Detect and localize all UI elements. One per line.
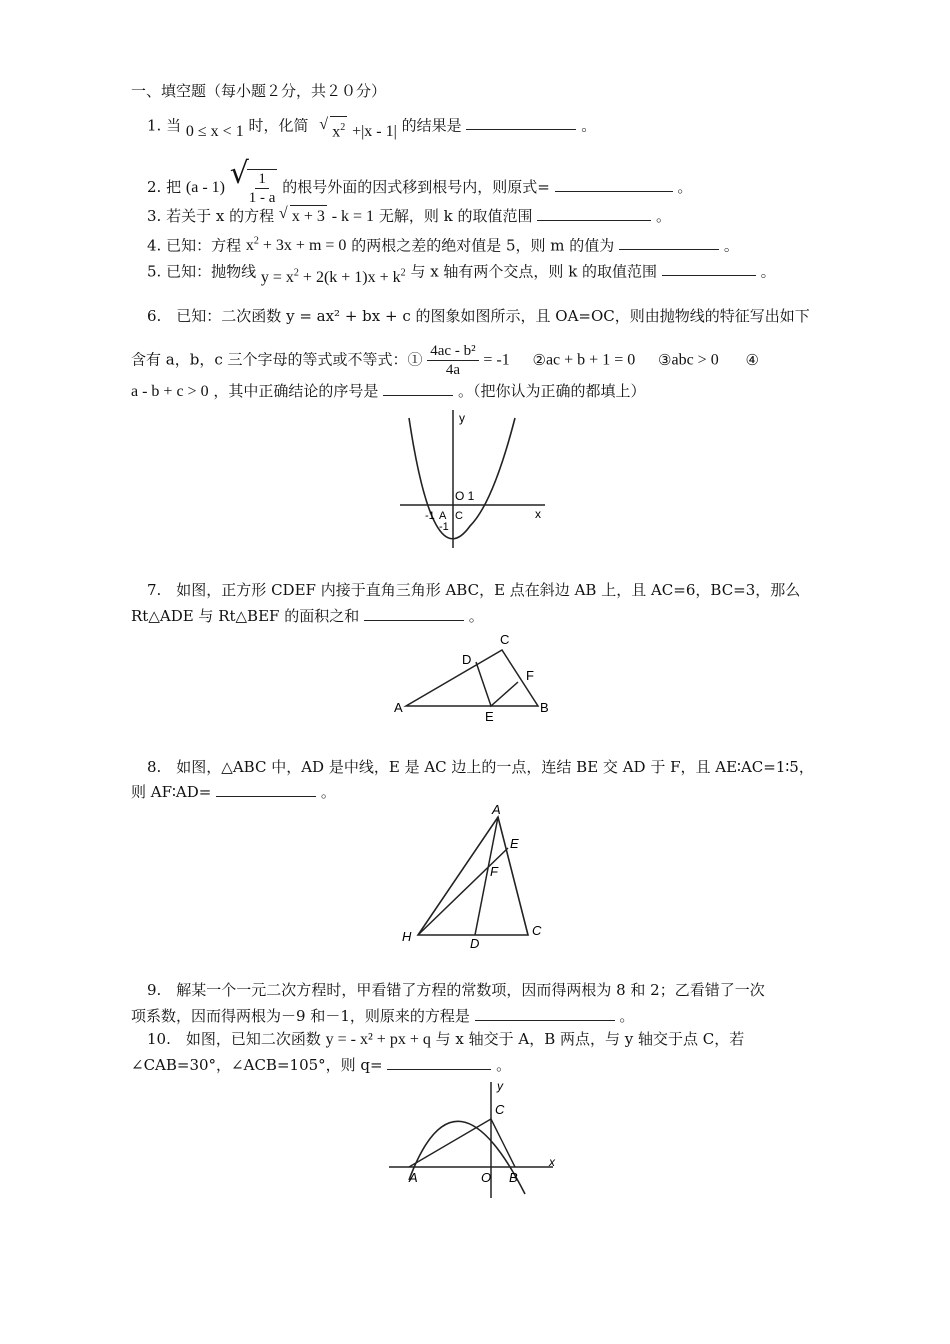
question-2 [147,156,693,207]
q1-end: 。 [581,116,597,135]
q8-answer-blank[interactable] [216,781,316,797]
q6-frac-tail: = -1 [483,351,510,369]
q6-item3-expr: abc > 0 [671,351,719,369]
q7-label-d: D [462,652,472,667]
q10-answer-blank[interactable] [387,1054,491,1070]
q2-num: 2. [147,178,162,196]
q1-mid: 时，化简 [248,116,309,135]
q6-label-o1: O 1 [455,489,475,503]
question-4 [147,231,739,257]
q7-triangle-figure [390,630,565,722]
q8-label-d: D [470,936,480,950]
q9-line2 [131,1005,634,1027]
q7-label-e: E [485,709,494,722]
q7-line1: 7. 如图，正方形 CDEF 内接于直角三角形 ABC，E 点在斜边 AB 上，且 AC=6，BC=3，那么 [147,581,801,599]
q9-line2-text: 项系数，因而得两根为－9 和－1，则原来的方程是 [131,1007,470,1025]
q7-square-edges [476,662,518,706]
q8-label-f: F [490,864,498,879]
q8-triangle-figure [398,800,558,950]
q8-end: 。 [320,783,336,801]
q1-sqrt: √ $x^2$ [319,116,347,143]
q2-end: 。 [677,178,693,196]
question-3 [147,205,671,228]
q8-label-e: E [510,836,519,851]
q2-factor: (a - 1) [185,179,225,196]
q2-pre: 把 [166,178,182,196]
q10-label-a: A [409,1170,418,1185]
q1-pre: 当 [166,116,182,135]
q3-tail: - k = 1 [331,208,375,225]
q7-answer-blank[interactable] [364,605,464,621]
q6-label-m1b: -1 [439,521,449,533]
q4-answer-blank[interactable] [619,234,719,250]
q2-sqrt: √ $\frac{1}{1 - a}$ [229,156,276,206]
q4-post: 的两根之差的绝对值是 5，则 m 的值为 [351,236,615,255]
section-title: 一、填空题（每小题２分，共２０分） [131,82,387,100]
q10-label-o: O [481,1170,492,1185]
q9-answer-blank[interactable] [475,1005,615,1021]
q7-label-f: F [526,668,534,683]
q10-segment-cb [491,1119,515,1167]
q7-line2 [131,605,484,627]
q5-eq: $y = x^2 + 2(k + 1)x + k^2$ [260,268,406,287]
q6-item4: ④ [745,350,759,369]
q7-triangle-abc [406,650,538,706]
q8-label-a: A [492,802,501,817]
q8-segment-be [418,848,508,935]
q8-triangle-abc [418,817,528,935]
q6-line3-end: 。（把你认为正确的都填上） [457,382,646,400]
q8-line1: 8. 如图，△ABC 中，AD 是中线，E 是 AC 边上的一点，连结 BE 交 AD 于 F，且 AE∶AC=1∶5， [147,758,814,776]
q2-answer-blank[interactable] [555,176,673,192]
q10-segment-ac [409,1119,491,1167]
q1-post: 的结果是 [401,116,462,135]
q3-end: 。 [656,207,672,225]
q6-line3 [131,380,645,403]
q10-parabola-figure [385,1076,565,1201]
q7-end: 。 [468,607,484,625]
q7-label-a: A [394,700,403,715]
q7-label-b: B [540,700,549,715]
q10-line1-post: 与 x 轴交于 A，B 两点，与 y 轴交于点 C，若 [435,1030,745,1048]
q8-line2-text: 则 AF∶AD= [131,783,212,801]
q9-end: 。 [619,1007,635,1025]
q3-sqrt: √ x + 3 [279,205,327,228]
q8-line2 [131,781,336,803]
question-1 [147,110,597,141]
q8-label-c: C [532,923,542,938]
q3-answer-blank[interactable] [537,205,651,221]
q10-label-c: C [495,1102,505,1117]
q1-answer-blank[interactable] [466,114,576,130]
q6-line3-post: ，其中正确结论的序号是 [213,382,379,400]
q5-post: 与 x 轴有两个交点，则 k 的取值范围 [410,262,658,281]
q10-label-x: x [549,1155,555,1169]
q6-item3: ③ [658,350,672,369]
q7-line2-text: Rt△ADE 与 Rt△BEF 的面积之和 [131,607,360,625]
q4-end: 。 [723,236,739,255]
q6-parabola-figure [395,408,555,553]
q5-answer-blank[interactable] [662,260,756,276]
q5-end: 。 [760,262,776,281]
q3-num: 3. [147,207,162,225]
q6-label-y: y [459,411,465,425]
q6-label-x: x [535,507,541,521]
q10-line1 [147,1028,744,1051]
q10-expr: y = - x² + px + q [325,1031,431,1048]
q6-label-a: A [439,510,447,522]
q8-label-b: H [402,929,412,944]
q10-end: 。 [496,1056,512,1074]
q1-num: 1. [147,116,162,135]
q5-num: 5. [147,262,162,281]
q3-pre: 若关于 x 的方程 [166,207,275,225]
q1-expr-tail: +|x - 1| [352,123,397,141]
q6-label-m1: -1 [425,510,435,522]
q6-item2-expr: ac + b + 1 = 0 [545,351,636,369]
question-5 [147,257,776,287]
q10-line2 [131,1054,511,1076]
q6-line3-expr: a - b + c > 0 [131,383,209,400]
q6-label-c: C [455,510,463,522]
q10-parabola [409,1121,525,1194]
q6-answer-blank[interactable] [383,380,453,396]
q6-fraction: $\frac{\text{4ac - b²}}{4a}$ [427,342,478,379]
q10-line1-pre: 10. 如图，已知二次函数 [147,1030,321,1048]
q5-pre: 已知：抛物线 [166,262,257,281]
q10-line2-text: ∠CAB=30°，∠ACB=105°，则 q= [131,1056,383,1074]
q9-line1: 9. 解某一个一元二次方程时，甲看错了方程的常数项，因而得两根为 8 和 2；乙看错了一次 [147,981,765,999]
q6-item2: ② [532,350,546,369]
q3-post: 无解，则 k 的取值范围 [378,207,533,225]
q4-num: 4. [147,236,162,255]
q6-line1: 6. 已知：二次函数 y = ax² + bx + c 的图象如图所示，且 OA=OC，则由抛物线的特征写出如下 [147,307,810,325]
q6-line2-pre: 含有 a，b，c 三个字母的等式或不等式：① [131,350,423,369]
q4-pre: 已知：方程 [166,236,242,255]
q10-label-y: y [497,1079,503,1093]
q7-label-c: C [500,632,510,647]
q2-post: 的根号外面的因式移到根号内，则原式= [282,178,550,196]
q4-eq: $x^2 + 3x + m = 0$ [245,236,347,255]
q6-line2 [131,342,759,379]
q1-condition: 0 ≤ x < 1 [185,123,244,141]
q10-label-b: B [509,1170,518,1185]
